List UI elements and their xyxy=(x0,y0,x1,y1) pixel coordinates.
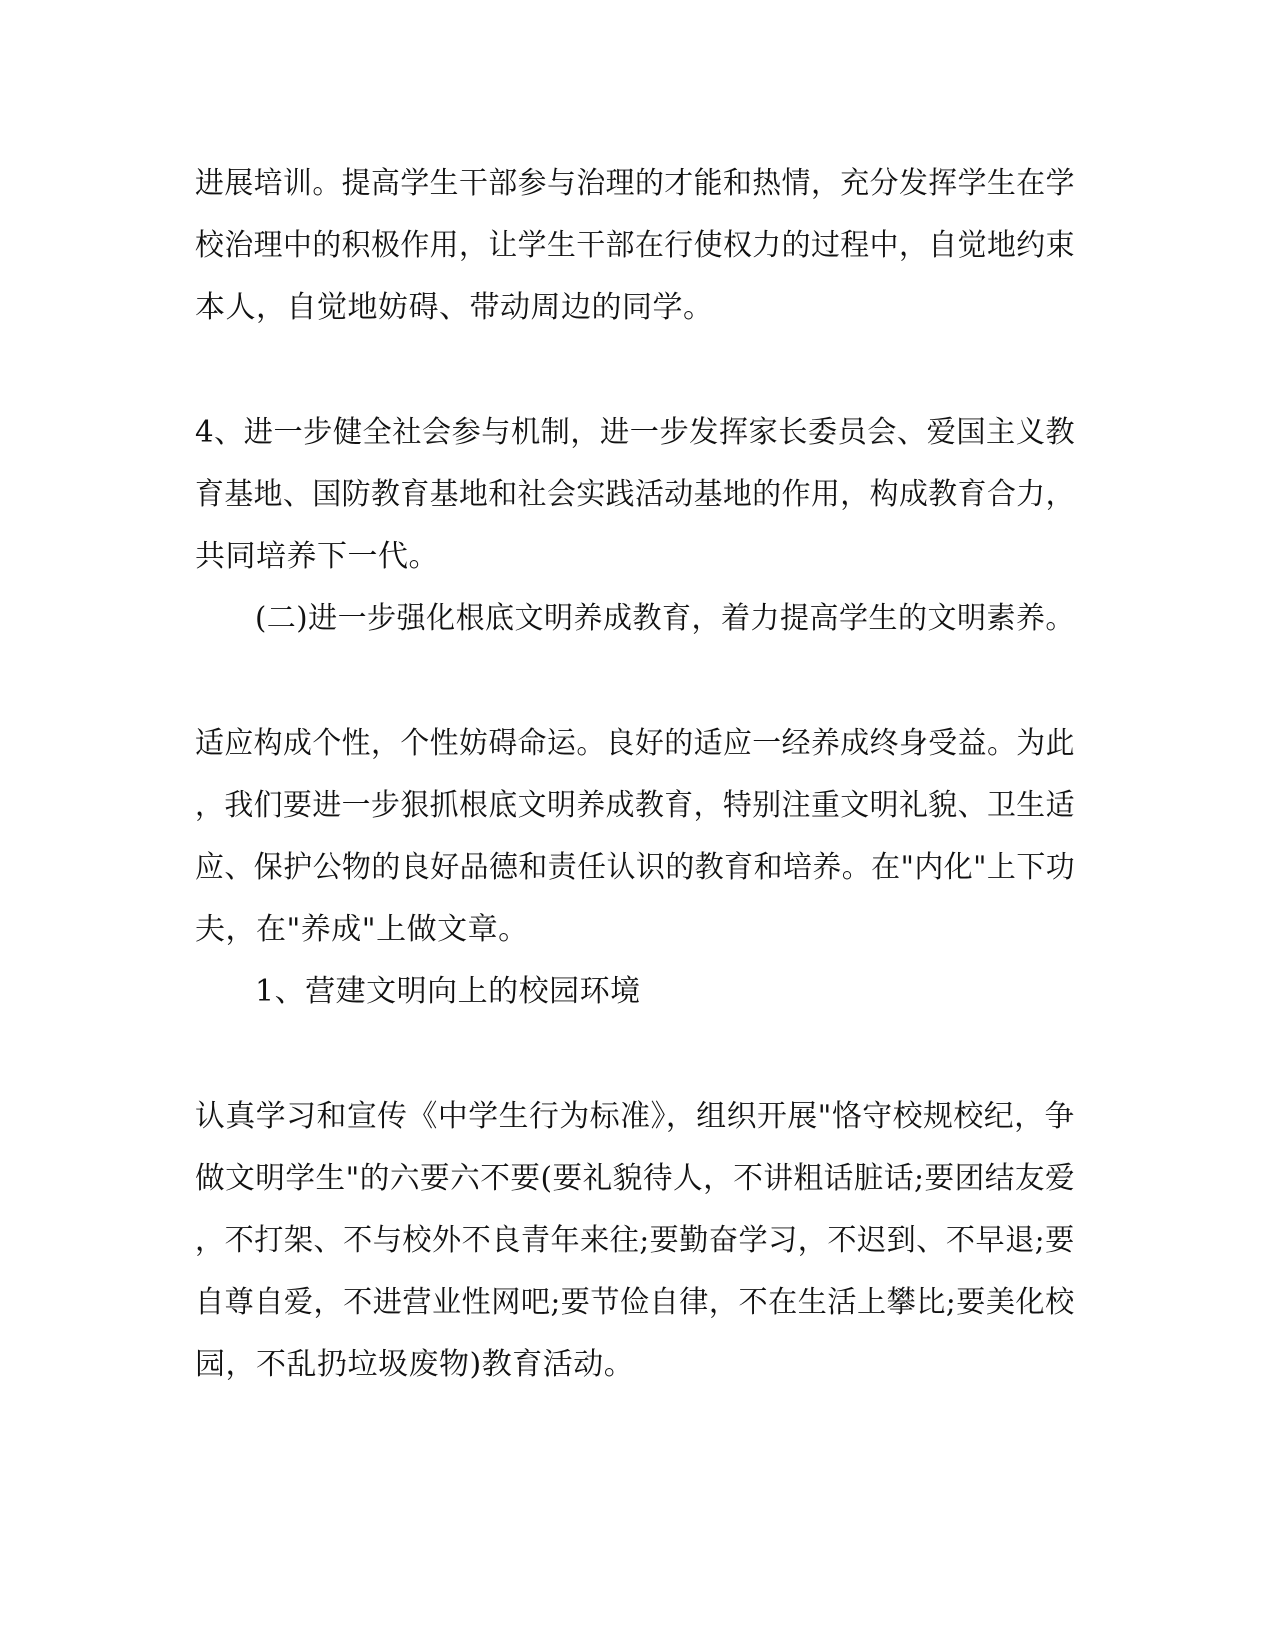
text-line: 校治理中的积极作用，让学生干部在行使权力的过程中，自觉地约束 xyxy=(195,228,1075,263)
text-line: 做文明学生"的六要六不要(要礼貌待人，不讲粗话脏话;要团结友爱 xyxy=(195,1161,1076,1196)
text-line: 本人，自觉地妨碍、带动周边的同学。 xyxy=(195,290,714,325)
text-line: 自尊自爱，不进营业性网吧;要节俭自律，不在生活上攀比;要美化校 xyxy=(195,1285,1075,1320)
text-line: 共同培养下一代。 xyxy=(195,539,439,574)
text-line: 适应构成个性，个性妨碍命运。良好的适应一经养成终身受益。为此 xyxy=(195,726,1075,761)
text-line: 4、进一步健全社会参与机制，进一步发挥家长委员会、爱国主义教 xyxy=(195,415,1076,450)
text-line: 园，不乱扔垃圾废物)教育活动。 xyxy=(195,1347,635,1382)
text-line: 应、保护公物的良好品德和责任认识的教育和培养。在"内化"上下功 xyxy=(195,850,1076,885)
text-line: 育基地、国防教育基地和社会实践活动基地的作用，构成教育合力， xyxy=(195,477,1075,512)
text-line: 进展培训。提高学生干部参与治理的才能和热情，充分发挥学生在学 xyxy=(195,166,1075,201)
subsection-heading: 1、营建文明向上的校园环境 xyxy=(255,974,641,1009)
text-line: ，我们要进一步狠抓根底文明养成教育，特别注重文明礼貌、卫生适 xyxy=(195,788,1075,823)
text-line: 夫，在"养成"上做文章。 xyxy=(195,912,529,947)
section-heading: (二)进一步强化根底文明养成教育，着力提高学生的文明素养。 xyxy=(255,601,1075,636)
text-line: 认真学习和宣传《中学生行为标准》，组织开展"恪守校规校纪，争 xyxy=(195,1099,1075,1134)
text-line: ，不打架、不与校外不良青年来往;要勤奋学习，不迟到、不早退;要 xyxy=(195,1223,1075,1258)
